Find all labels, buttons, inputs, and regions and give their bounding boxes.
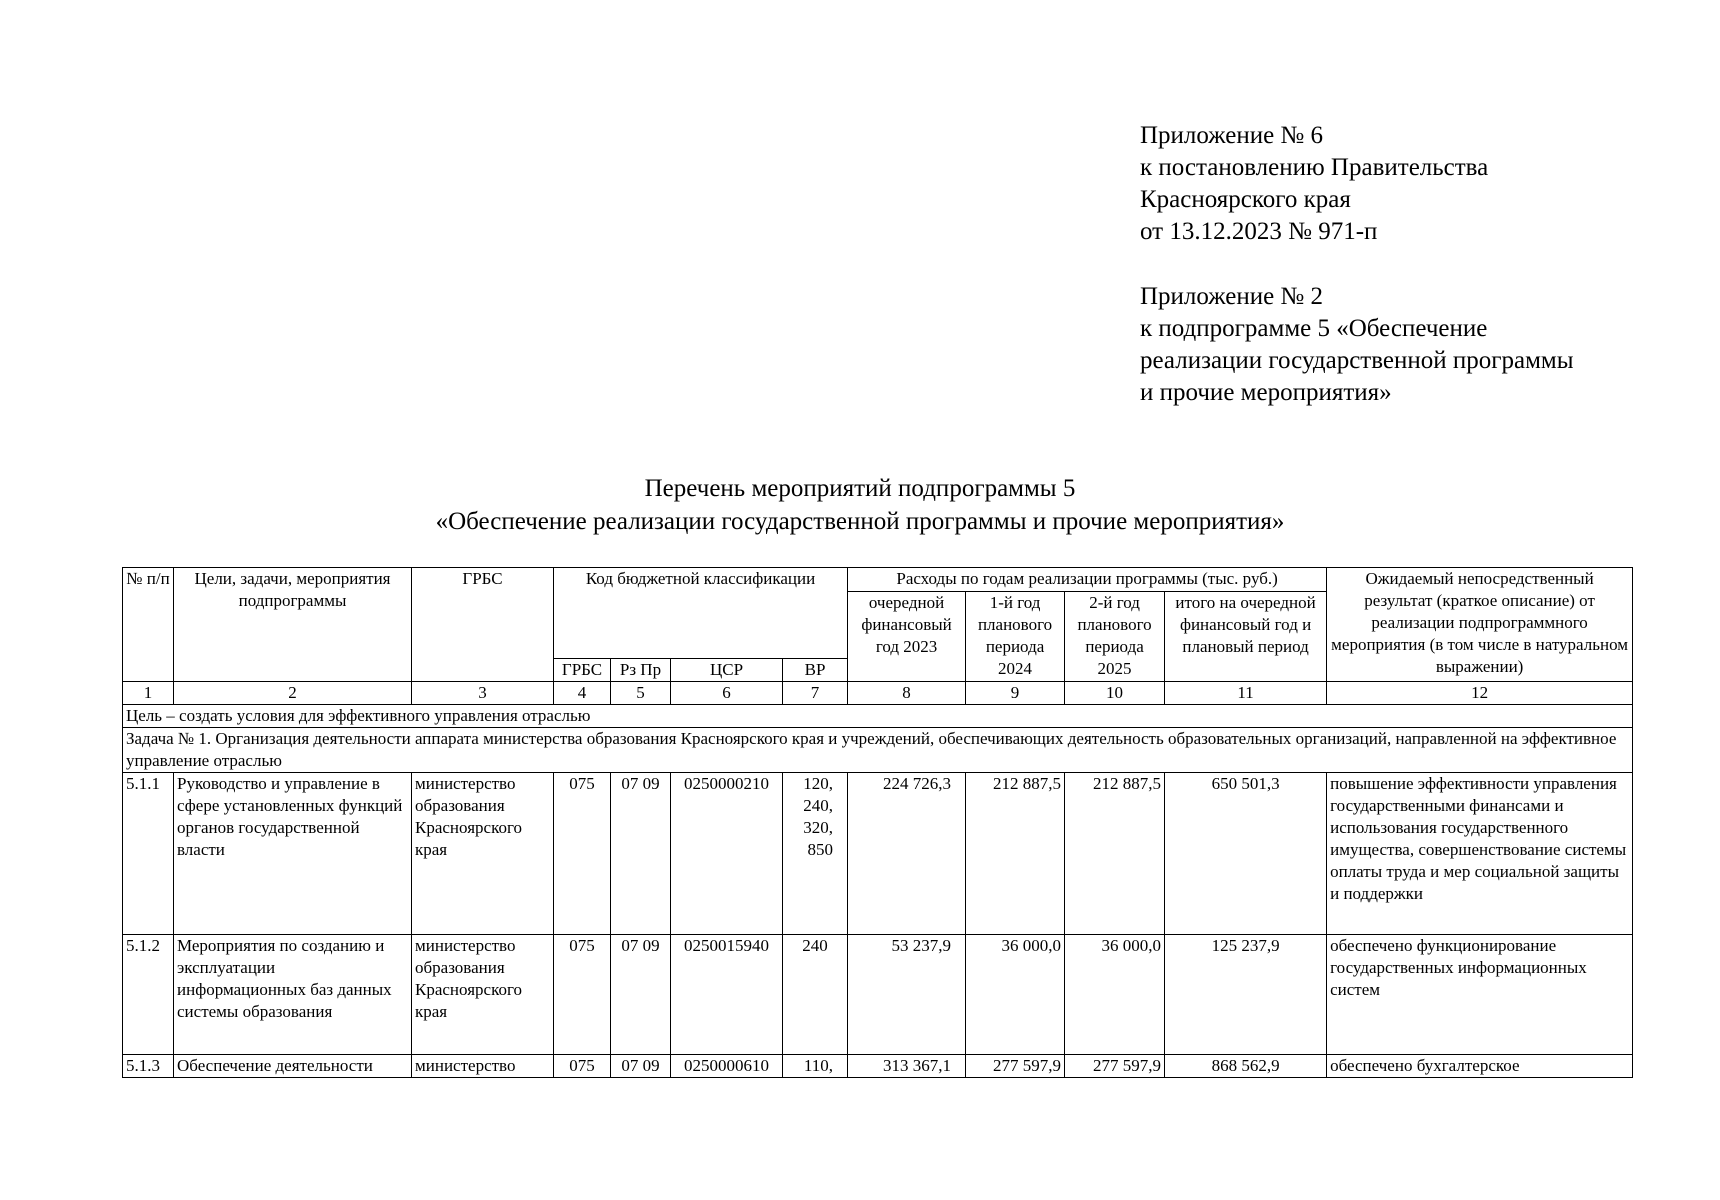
row-grbs-name: министерство — [412, 1055, 554, 1078]
column-number: 10 — [1065, 682, 1165, 705]
goal-text: Цель – создать условия для эффективного управления отраслью — [123, 705, 1633, 728]
row-vr: 120, 240, 320, 850 — [783, 773, 848, 935]
row-measure-name: Обеспечение деятельности — [174, 1055, 412, 1078]
header-row-1 — [123, 568, 1633, 592]
row-result: обеспечено функционирование государственных информационных систем — [1327, 935, 1633, 1055]
header-budget-code: Код бюджетной классификации — [554, 568, 848, 659]
row-num: 5.1.2 — [123, 935, 174, 1055]
table-row — [123, 773, 1633, 935]
header-result: Ожидаемый непосредственный результат (краткое описание) от реализации подпрограммного мероприятия (в том числе в натуральном выражении) — [1327, 568, 1633, 682]
task-row — [123, 728, 1633, 773]
row-csr: 0250015940 — [671, 935, 783, 1055]
annex-2-line: Приложение № 2 — [1140, 283, 1324, 310]
row-grbs-name: министерство образования Красноярского края — [412, 773, 554, 935]
row-result: повышение эффективности управления государственными финансами и использования государственного имущества, совершенствование системы оплаты труда и мер социальной защиты и поддержки — [1327, 773, 1633, 935]
row-grbs-code: 075 — [554, 935, 611, 1055]
row-expense-2025: 277 597,9 — [1065, 1055, 1165, 1078]
annex-6-line: от 13.12.2023 № 971-п — [1140, 218, 1378, 245]
annex-2-line: и прочие мероприятия» — [1140, 379, 1392, 406]
row-expense-2023: 53 237,9 — [848, 935, 966, 1055]
header-sub-grbs: ГРБС — [554, 659, 611, 682]
row-num: 5.1.3 — [123, 1055, 174, 1078]
header-expenses: Расходы по годам реализации программы (тыс. руб.) — [848, 568, 1327, 592]
row-rzpr: 07 09 — [611, 1055, 671, 1078]
document-title-line-1: Перечень мероприятий подпрограммы 5 — [644, 475, 1076, 502]
row-num: 5.1.1 — [123, 773, 174, 935]
header-year-plan1: 1-й год планового периода 2024 — [966, 592, 1065, 682]
annex-2-line: реализации государственной программы — [1140, 347, 1574, 374]
row-grbs-code: 075 — [554, 773, 611, 935]
column-number: 11 — [1165, 682, 1327, 705]
column-number: 1 — [123, 682, 174, 705]
column-number-row — [123, 682, 1633, 705]
row-rzpr: 07 09 — [611, 773, 671, 935]
header-sub-csr: ЦСР — [671, 659, 783, 682]
header-year-current: очередной финансовый год 2023 — [848, 592, 966, 682]
task-text: Задача № 1. Организация деятельности аппарата министерства образования Красноярского края и учреждений, обеспечивающих деятельность образовательных организаций, направленной на эффективное управление отраслью — [123, 728, 1633, 773]
header-grbs: ГРБС — [412, 568, 554, 682]
table-row — [123, 935, 1633, 1055]
row-expense-total: 650 501,3 — [1165, 773, 1327, 935]
table-row — [123, 1055, 1633, 1078]
column-number: 12 — [1327, 682, 1633, 705]
header-goals: Цели, задачи, мероприятия подпрограммы — [174, 568, 412, 682]
header-sub-rzpr: Рз Пр — [611, 659, 671, 682]
row-measure-name: Руководство и управление в сфере установленных функций органов государственной власти — [174, 773, 412, 935]
goal-row — [123, 705, 1633, 728]
annex-2-block — [1140, 281, 1574, 409]
column-number: 8 — [848, 682, 966, 705]
document-title-line-2: «Обеспечение реализации государственной программы и прочие мероприятия» — [435, 508, 1285, 535]
header-sub-vr: ВР — [783, 659, 848, 682]
row-expense-total: 868 562,9 — [1165, 1055, 1327, 1078]
row-rzpr: 07 09 — [611, 935, 671, 1055]
column-number: 9 — [966, 682, 1065, 705]
annex-6-line: к постановлению Правительства — [1140, 154, 1489, 181]
column-number: 6 — [671, 682, 783, 705]
row-csr: 0250000210 — [671, 773, 783, 935]
row-expense-2025: 36 000,0 — [1065, 935, 1165, 1055]
header-num: № п/п — [123, 568, 174, 682]
row-expense-2023: 224 726,3 — [848, 773, 966, 935]
row-measure-name: Мероприятия по созданию и эксплуатации информационных баз данных системы образования — [174, 935, 412, 1055]
row-expense-2024: 212 887,5 — [966, 773, 1065, 935]
column-number: 4 — [554, 682, 611, 705]
annex-2-line: к подпрограмме 5 «Обеспечение — [1140, 315, 1488, 342]
annex-6-line: Красноярского края — [1140, 186, 1351, 213]
row-expense-2024: 36 000,0 — [966, 935, 1065, 1055]
row-expense-2025: 212 887,5 — [1065, 773, 1165, 935]
row-grbs-name: министерство образования Красноярского края — [412, 935, 554, 1055]
row-vr: 110, — [783, 1055, 848, 1078]
column-number: 2 — [174, 682, 412, 705]
document-title — [0, 472, 1720, 538]
row-csr: 0250000610 — [671, 1055, 783, 1078]
annex-6-line: Приложение № 6 — [1140, 122, 1324, 149]
row-grbs-code: 075 — [554, 1055, 611, 1078]
annex-6-block — [1140, 120, 1488, 248]
row-expense-2023: 313 367,1 — [848, 1055, 966, 1078]
column-number: 7 — [783, 682, 848, 705]
row-vr: 240 — [783, 935, 848, 1055]
row-expense-total: 125 237,9 — [1165, 935, 1327, 1055]
header-year-plan2: 2-й год планового периода 2025 — [1065, 592, 1165, 682]
header-total: итого на очередной финансовый год и плановый период — [1165, 592, 1327, 682]
column-number: 5 — [611, 682, 671, 705]
measures-table — [122, 567, 1633, 1078]
row-result: обеспечено бухгалтерское — [1327, 1055, 1633, 1078]
row-expense-2024: 277 597,9 — [966, 1055, 1065, 1078]
column-number: 3 — [412, 682, 554, 705]
